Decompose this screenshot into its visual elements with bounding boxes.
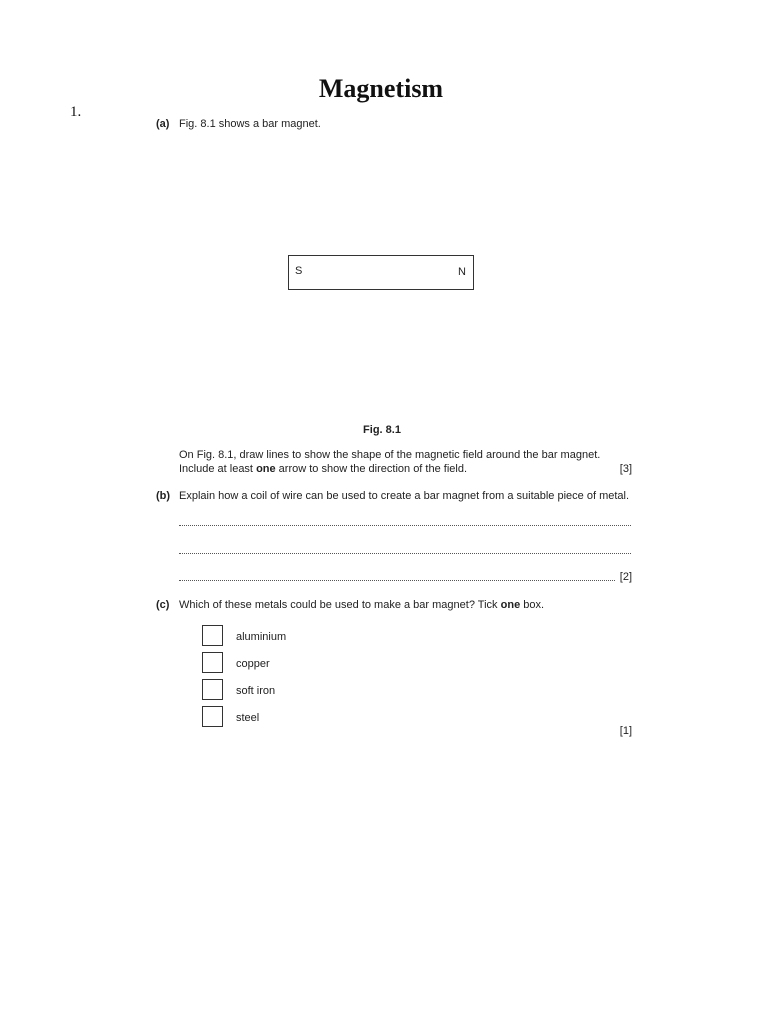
checkbox-soft-iron[interactable]: [202, 679, 223, 700]
part-b-label: (b): [156, 490, 171, 502]
bar-magnet-figure[interactable]: [288, 255, 474, 290]
part-c-text: Which of these metals could be used to make a bar magnet? Tick one box.: [179, 599, 545, 611]
part-c-marks: [1]: [619, 725, 632, 737]
answer-line-2[interactable]: [179, 553, 631, 554]
part-a-marks: [3]: [619, 463, 632, 475]
part-b-marks: [2]: [619, 571, 632, 583]
checkbox-steel[interactable]: [202, 706, 223, 727]
part-a-label: (a): [156, 118, 170, 130]
north-pole-label: N: [458, 266, 466, 278]
question-number: 1.: [70, 104, 82, 120]
figure-caption: Fig. 8.1: [363, 424, 401, 436]
part-a-text: Fig. 8.1 shows a bar magnet.: [179, 118, 321, 130]
south-pole-label: S: [295, 265, 303, 277]
part-c-label: (c): [156, 599, 170, 611]
part-b-text: Explain how a coil of wire can be used to create a bar magnet from a suitable piece of metal.: [179, 490, 630, 502]
part-a-instruction-line-1: On Fig. 8.1, draw lines to show the shape of the magnetic field around the bar magnet.: [179, 449, 601, 461]
option-label-copper: copper: [236, 658, 270, 670]
answer-line-3[interactable]: [179, 580, 615, 581]
checkbox-aluminium[interactable]: [202, 625, 223, 646]
answer-line-1[interactable]: [179, 525, 631, 526]
option-label-soft-iron: soft iron: [236, 685, 276, 697]
option-label-aluminium: aluminium: [236, 631, 287, 643]
checkbox-copper[interactable]: [202, 652, 223, 673]
option-label-steel: steel: [236, 712, 260, 724]
part-a-instruction-line-2: Include at least one arrow to show the direction of the field.: [179, 463, 468, 475]
page-title: Magnetism: [318, 74, 444, 103]
